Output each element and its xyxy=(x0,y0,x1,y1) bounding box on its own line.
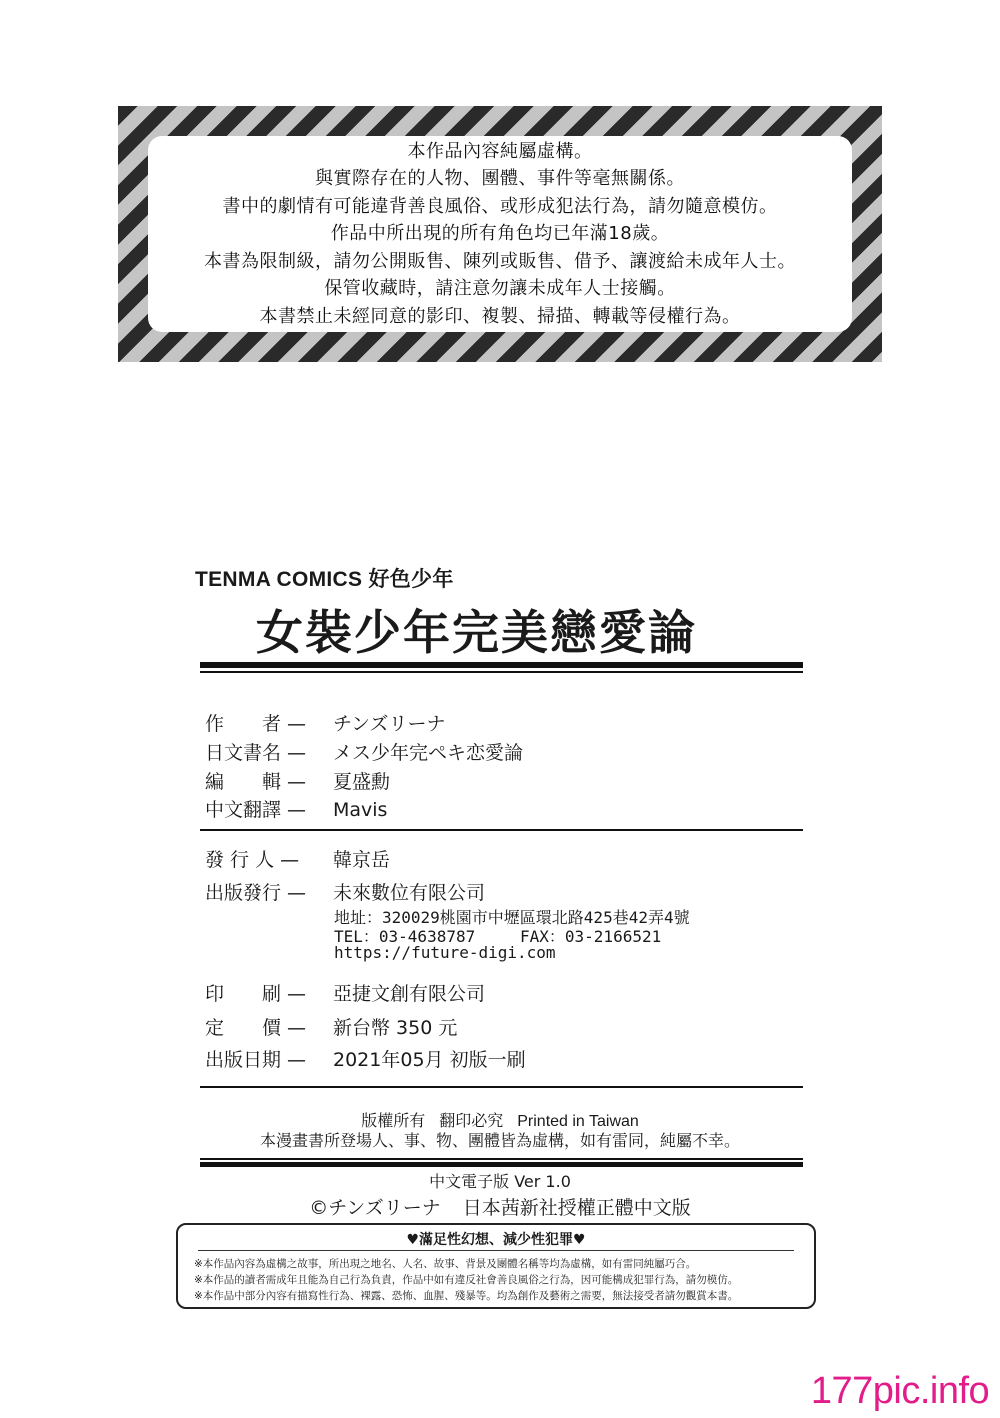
rights-no-copy: 翻印必究 xyxy=(439,1111,504,1130)
disclaimer-line: 作品中所出現的所有角色均已年滿18歲。 xyxy=(330,223,670,245)
disclaimer-line: 保管收藏時，請注意勿讓未成年人士接觸。 xyxy=(324,278,676,300)
credit-value: 2021年05月 初版一刷 xyxy=(333,1049,526,1071)
divider xyxy=(200,1158,803,1160)
credit-value: Mavis xyxy=(333,799,388,821)
watermark xyxy=(800,1365,1000,1418)
credit-label: 印 刷 — xyxy=(205,983,307,1005)
credit-label: 發 行 人 — xyxy=(205,849,300,871)
disclaimer-line: 與實際存在的人物、團體、事件等毫無關係。 xyxy=(315,168,685,190)
credit-label: 編 輯 — xyxy=(205,771,307,793)
series-name: TENMA COMICS 好色少年 xyxy=(195,568,454,591)
credit-value: チンズリーナ xyxy=(333,713,446,735)
publisher-tel: TEL：03-4638787 xyxy=(334,927,476,946)
credit-printer xyxy=(205,979,485,1006)
rights-printed-in: Printed in Taiwan xyxy=(517,1113,639,1130)
divider xyxy=(200,671,803,673)
notice-line: ※本作品的讀者需成年且能為自己行為負責，作品中如有違反社會善良風俗之行為，因可能構成犯罪行為，請勿模仿。 xyxy=(194,1274,739,1286)
copyright-line xyxy=(0,1193,1000,1220)
credit-value: メス少年完ペキ恋愛論 xyxy=(333,742,524,764)
credit-publisher xyxy=(205,878,485,905)
divider xyxy=(198,1250,794,1251)
credit-translator xyxy=(205,795,387,822)
credit-publisher-person xyxy=(205,845,390,872)
divider xyxy=(200,662,803,668)
disclaimer-line: 本書為限制級，請勿公開販售、陳列或販售、借予、讓渡給未成年人士。 xyxy=(204,250,796,272)
watermark-text: 177pic.info xyxy=(810,1370,990,1412)
credit-value: 亞捷文創有限公司 xyxy=(333,983,486,1005)
licensing-statement: 日本茜新社授權正體中文版 xyxy=(462,1197,691,1219)
rights-all-reserved: 版權所有 xyxy=(361,1111,426,1130)
credit-value: 韓京岳 xyxy=(333,849,391,871)
credit-author xyxy=(205,709,445,736)
book-title: 女裝少年完美戀愛論 xyxy=(256,606,697,661)
divider xyxy=(200,829,803,831)
fiction-note: 本漫畫書所登場人、事、物、團體皆為虛構，如有雷同，純屬不幸。 xyxy=(259,1131,740,1150)
divider xyxy=(200,1086,803,1088)
credit-label: 定 價 — xyxy=(205,1017,307,1039)
disclaimer-line: 本作品內容純屬虛構。 xyxy=(407,140,593,162)
notice-heading: ♥滿足性幻想、減少性犯罪♥ xyxy=(406,1232,586,1248)
publisher-website: https://future-digi.com xyxy=(334,943,556,962)
publisher-fax: FAX：03-2166521 xyxy=(520,927,662,946)
edition-version: 中文電子版 Ver 1.0 xyxy=(429,1172,571,1191)
notice-line: ※本作品內容為虛構之故事，所出現之地名、人名、故事、背景及團體名稱等均為虛構，如有雷同純屬巧合。 xyxy=(194,1258,697,1270)
reader-notice-box xyxy=(176,1223,816,1309)
notice-line: ※本作品中部分內容有描寫性行為、裸露、恐怖、血腥、殘暴等。均為創作及藝術之需要，無法接受者請勿觀賞本書。 xyxy=(194,1290,739,1302)
credit-value: 未來數位有限公司 xyxy=(333,882,486,904)
credit-pub-date xyxy=(205,1045,526,1072)
disclaimer-line: 本書禁止未經同意的影印、複製、掃描、轉載等侵權行為。 xyxy=(259,305,741,327)
credit-label: 中文翻譯 — xyxy=(205,799,307,821)
credit-value: 夏盛勳 xyxy=(333,771,391,793)
copyright-author: ©チンズリーナ xyxy=(309,1197,441,1219)
credit-original-title xyxy=(205,738,523,765)
publisher-address: 地址：320029桃園市中壢區環北路425巷42弄4號 xyxy=(334,908,690,927)
credit-label: 日文書名 — xyxy=(205,742,307,764)
disclaimer-line: 書中的劇情有可能違背善良風俗、或形成犯法行為，請勿隨意模仿。 xyxy=(222,195,778,217)
disclaimer-panel xyxy=(148,136,852,332)
credit-value: 新台幣 350 元 xyxy=(333,1017,458,1039)
disclaimer-hazard-frame xyxy=(118,106,882,362)
credit-price xyxy=(205,1013,457,1040)
divider xyxy=(200,1162,803,1167)
credit-editor xyxy=(205,767,390,794)
credit-label: 出版日期 — xyxy=(205,1049,307,1071)
credit-label: 作 者 — xyxy=(205,713,307,735)
credit-label: 出版發行 — xyxy=(205,882,307,904)
